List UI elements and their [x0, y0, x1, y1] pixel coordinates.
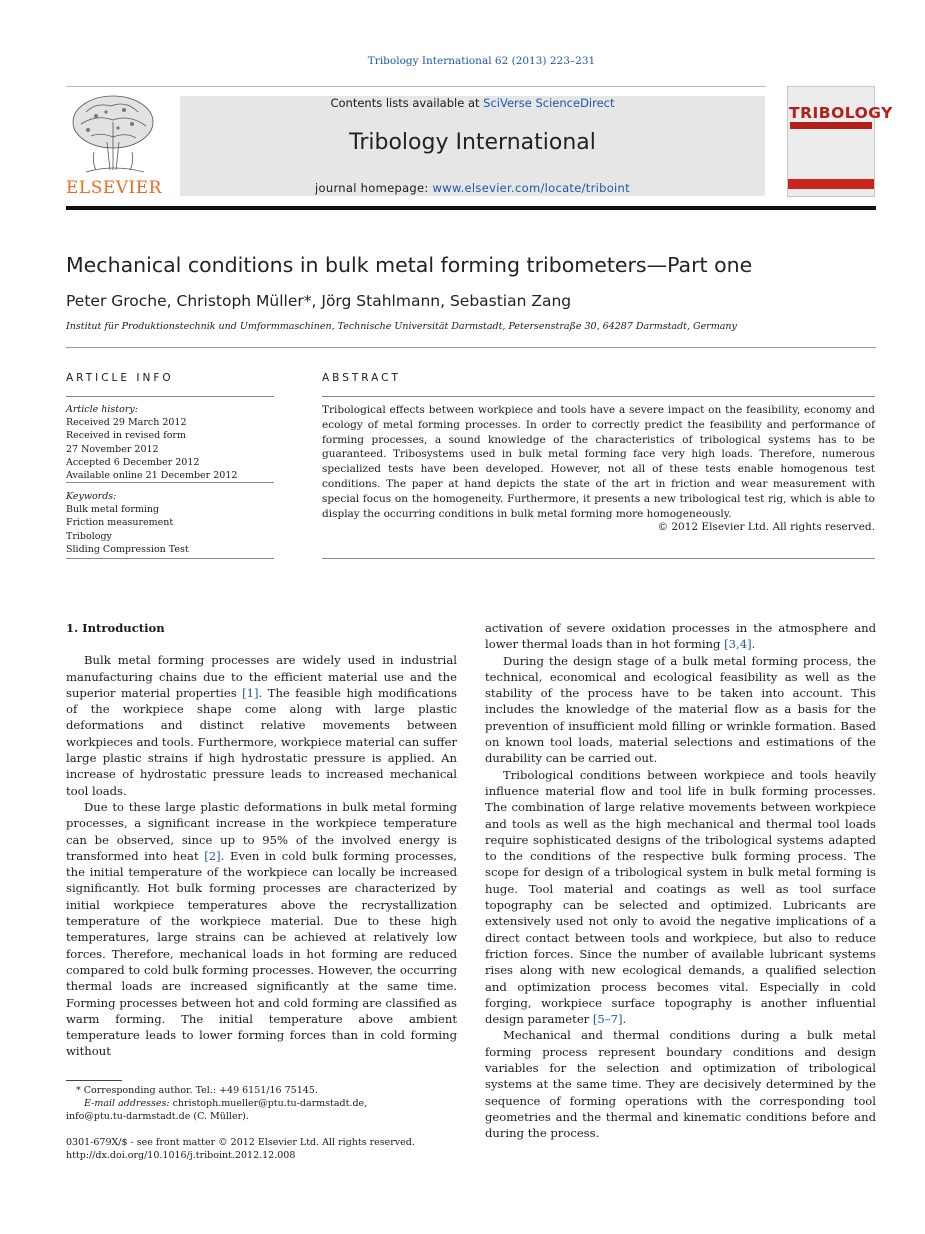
body-column-right — [485, 620, 876, 1142]
corresponding-author: * Corresponding author. Tel.: +49 6151/16 75145. — [76, 1085, 318, 1096]
issn-line: 0301-679X/$ - see front matter © 2012 Elsevier Ltd. All rights reserved. — [66, 1137, 415, 1148]
masthead-thick-rule — [66, 206, 876, 210]
elsevier-wordmark: ELSEVIER — [66, 178, 162, 198]
homepage-prefix: journal homepage: — [315, 181, 429, 195]
homepage-line — [180, 181, 765, 195]
history-label: Article history: — [66, 404, 138, 415]
divider — [66, 482, 274, 483]
paragraph: Tribological conditions between workpiece and tools heavily influence material flow and tool life in bulk forming processes. The combination of large relative movements between workpiece and tools as well as the high mechanical and thermal tool loads require sophisticated designs of the tribological systems adapted to the conditions of the respective bulk forming process. The scope for design of a tribological system in bulk metal forming is huge. Tool material and coatings as well as tool surface topography can be selected and optimized. Lubricants are extensively used not only to avoid the negative implications of a direct contact between tools and workpiece, but also to reduce friction forces. Since the number of available lubricant systems rises along with new ecological demands, a qualified selection and optimization process becomes vital. Especially in cold forging, workpiece surface topography is another influential design parameter [5–7]. — [485, 767, 876, 1027]
email-link[interactable]: christoph.mueller@ptu.tu-darmstadt.de, — [172, 1098, 368, 1109]
abstract-text: Tribological effects between workpiece and tools have a severe impact on the feasibility, economy and ecology of metal forming processes. In order to correctly predict the feasibility and performance of forming processes, a sound knowledge of the characteristics of tribological systems has to be guaranteed. Tribosystems used in bulk metal forming face very high loads. Therefore, numerous specialized tests have been developed. However, not all of these tests enable homogenous test conditions. The paper at hand depicts the state of the art in friction and wear measurement with special focus on the homogeneity. Furthermore, it presents a new tribological test rig, which is able to display the occurring conditions in bulk metal forming more homogeneously. — [322, 404, 875, 520]
homepage-link[interactable]: www.elsevier.com/locate/triboint — [432, 181, 630, 195]
sciencedirect-link[interactable]: SciVerse ScienceDirect — [483, 96, 615, 110]
keyword-item: Friction measurement — [66, 517, 174, 529]
divider — [322, 396, 875, 397]
footnote — [66, 1084, 426, 1123]
history-item: Accepted 6 December 2012 — [66, 456, 200, 468]
abstract-copyright: © 2012 Elsevier Ltd. All rights reserved. — [657, 521, 875, 533]
divider — [66, 396, 274, 397]
article-history — [66, 403, 276, 482]
paragraph: Due to these large plastic deformations in bulk metal forming processes, a significant increase in the workpiece temperature can be observed, since up to 95% of the involved energy is transformed into heat [2]. Even in cold bulk forming processes, the initial temperature of the workpiece can locally be increased significantly. Hot bulk forming processes are characterized by initial workpiece temperatures above the recrystallization temperature of the workpiece material. Due to these high temperatures, large strains can be achieved at relatively low forces. Therefore, mechanical loads in hot forming are reduced compared to cold bulk forming processes. However, the occurring thermal loads are increased significantly at the same time. Forming processes between hot and cold forming are classified as warm forming. The initial temperature above ambient temperature leads to lower forming forces than in cold forming without — [66, 799, 457, 1059]
article-info-label: ARTICLE INFO — [66, 372, 174, 384]
article-title: Mechanical conditions in bulk metal forming tribometers—Part one — [66, 253, 753, 277]
history-item: Received 29 March 2012 — [66, 417, 187, 429]
paragraph: During the design stage of a bulk metal forming process, the technical, economical and ecological feasibility as well as the stability of the process have to be taken into account. This includes the knowledge of the material flow as a basis for the prevention of insufficient mold filling or wrinkle formation. Based on known tool loads, material selections and estimations of the durability can be carried out. — [485, 653, 876, 766]
contents-line — [180, 96, 765, 110]
divider — [322, 558, 875, 559]
cover-title: TRIBOLOGY — [789, 104, 893, 122]
email-link[interactable]: info@ptu.tu-darmstadt.de (C. Müller). — [66, 1111, 249, 1122]
cover-bottom-band — [788, 179, 874, 189]
paragraph: Mechanical and thermal conditions during a bulk metal forming process represent boundary conditions and design variables for the selection and optimization of tribological systems at the same time. They are decisively determined by the sequence of forming operations with the corresponding tool geometries and the thermal and kinematic conditions before and during the process. — [485, 1028, 876, 1141]
paragraph: activation of severe oxidation processes in the atmosphere and lower thermal loads than in hot forming [3,4]. — [485, 621, 876, 652]
citation-link[interactable]: [3,4] — [724, 637, 752, 652]
citation-link[interactable]: [2] — [204, 848, 221, 863]
divider — [66, 558, 274, 559]
history-item: Received in revised form — [66, 430, 186, 442]
cover-subtitle-band — [790, 122, 872, 129]
paragraph: Bulk metal forming processes are widely used in industrial manufacturing chains due to the efficient material use and the superior material properties [1]. The feasible high modifications of the workpiece shape come along with large plastic deformations and distinct relative movements between workpieces and tools. Furthermore, workpiece material can suffer large plastic strains if high hydrostatic pressure is applied. An increase of hydrostatic pressure leads to increased mechanical tool loads. — [66, 653, 458, 798]
footnote-rule — [66, 1080, 122, 1081]
history-item: 27 November 2012 — [66, 443, 159, 455]
email-line: E-mail addresses: christoph.mueller@ptu.tu-darmstadt.de, — [84, 1098, 368, 1109]
keywords — [66, 490, 276, 556]
citation-link[interactable]: [5–7] — [592, 1012, 623, 1027]
keyword-item: Sliding Compression Test — [66, 543, 189, 555]
author-list: Peter Groche, Christoph Müller*, Jörg Stahlmann, Sebastian Zang — [66, 292, 572, 310]
journal-title: Tribology International — [349, 130, 596, 155]
masthead-rule — [66, 86, 766, 87]
affiliation: Institut für Produktionstechnik und Umformmaschinen, Technische Universität Darmstadt, Petersenstraße 30, 64287 Darmstadt, Germany — [66, 321, 737, 332]
running-head[interactable]: Tribology International 62 (2013) 223–231 — [367, 55, 596, 67]
doi-link[interactable]: http://dx.doi.org/10.1016/j.triboint.2012.12.008 — [66, 1150, 296, 1162]
keyword-item: Bulk metal forming — [66, 504, 160, 516]
citation-link[interactable]: [1] — [242, 685, 259, 700]
keywords-label: Keywords: — [66, 491, 117, 502]
history-item: Available online 21 December 2012 — [66, 470, 238, 482]
body-column-left — [66, 620, 457, 1060]
contents-prefix: Contents lists available at — [330, 96, 480, 110]
front-matter — [66, 1136, 466, 1162]
abstract-label: ABSTRACT — [322, 372, 401, 384]
keyword-item: Tribology — [66, 530, 112, 542]
section-heading: 1. Introduction — [66, 621, 165, 635]
divider — [66, 347, 876, 348]
